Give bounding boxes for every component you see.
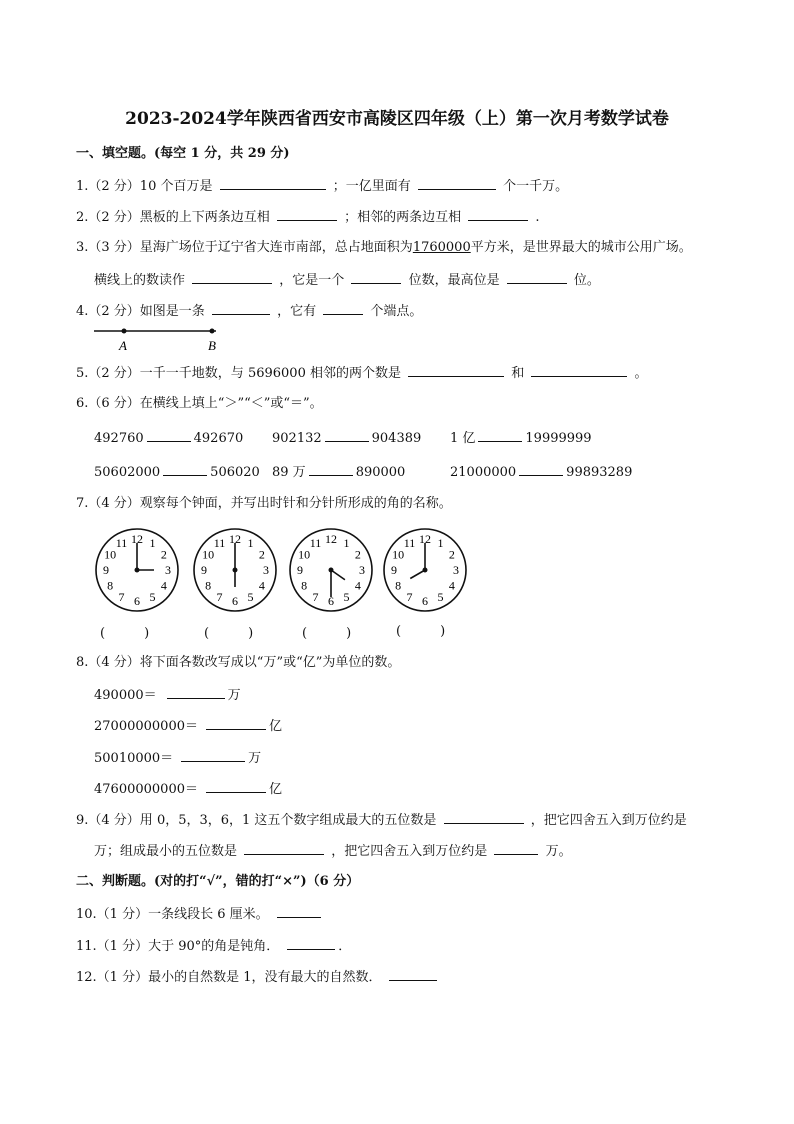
q11-end: ． (338, 939, 352, 954)
q9-text-b: ，把它四舍五入到万位约是 (530, 813, 687, 828)
clock-numeral: 2 (354, 547, 361, 562)
q8-unit: 万 (248, 751, 262, 766)
q6-compare-6 (450, 463, 632, 481)
q1-blank-2[interactable] (418, 177, 496, 190)
q6-left: 1 亿 (450, 431, 476, 446)
clock-answer-2[interactable]: ( ) (204, 626, 254, 641)
q4-end: 个端点。 (370, 304, 423, 319)
question-10 (76, 905, 324, 923)
q8-number: 50010000＝ (94, 751, 174, 766)
question-12 (76, 968, 440, 986)
label-a: A (119, 338, 127, 353)
q2-mid: ；相邻的两条边互相 (344, 210, 462, 225)
q11-blank[interactable] (287, 937, 335, 950)
clock-numeral: 9 (391, 563, 397, 577)
clock-numeral: 4 (448, 578, 455, 593)
q2-end: . (535, 210, 540, 225)
q9-line2-a: 万；组成最小的五位数是 (94, 844, 238, 859)
q6-blank[interactable] (478, 429, 522, 442)
q1-end: 个一千万。 (503, 179, 569, 194)
clock-numeral: 8 (395, 578, 402, 593)
clock-numeral: 3 (263, 563, 269, 577)
clock-numeral: 1 (437, 536, 444, 551)
section-judge-heading: 二、判断题。(对的打“√”，错的打“×”)（6 分） (76, 874, 360, 889)
q10-text: 10.（1 分）一条线段长 6 厘米。 (76, 907, 269, 922)
q6-left: 492760 (94, 431, 144, 446)
clock-numeral: 6 (422, 594, 428, 608)
q11-text: 11.（1 分）大于 90°的角是钝角． (76, 939, 280, 954)
q6-left: 89 万 (272, 465, 306, 480)
ray-figure (92, 321, 232, 355)
q3-line2-c: 位数，最高位是 (408, 273, 500, 288)
q9-line2-b: ，把它四舍五入到万位约是 (331, 844, 488, 859)
q1-blank-1[interactable] (220, 177, 326, 190)
clock-numeral: 2 (160, 547, 167, 562)
question-8: 8.（4 分）将下面各数改写成以“万”或“亿”为单位的数。 (76, 655, 401, 670)
clock-numeral: 11 (115, 536, 128, 551)
q6-left: 902132 (272, 431, 322, 446)
q9-line2-c: 万。 (545, 844, 572, 859)
clock-face-1 (92, 525, 182, 615)
clock-numeral: 7 (118, 589, 125, 604)
question-3-line-1 (76, 240, 692, 256)
clock-numeral: 1 (149, 536, 156, 551)
point-a (122, 329, 127, 334)
q8-unit: 亿 (268, 782, 282, 797)
clock-numeral: 2 (258, 547, 265, 562)
clock-numeral: 1 (343, 536, 350, 551)
clock-center (233, 568, 238, 573)
q1-mid: ；一亿里面有 (332, 179, 411, 194)
q8-number: 27000000000＝ (94, 719, 198, 734)
clock-numeral: 7 (406, 589, 413, 604)
q3-blank-3[interactable] (507, 271, 567, 284)
question-2 (76, 208, 540, 226)
q12-blank[interactable] (389, 968, 437, 981)
clock-numeral: 10 (298, 547, 311, 562)
q6-right: 492670 (193, 431, 244, 446)
q5-mid: 和 (511, 366, 525, 381)
clock-numeral: 4 (160, 578, 167, 593)
section-fill-blank-heading: 一、填空题。(每空 1 分，共 29 分) (76, 146, 290, 161)
clock-numeral: 10 (104, 547, 117, 562)
q8-blank[interactable] (181, 749, 245, 762)
clock-numeral: 11 (403, 536, 416, 551)
clock-face-4 (380, 525, 470, 615)
clock-face-2 (190, 525, 280, 615)
q6-compare-5 (272, 463, 405, 481)
q6-blank[interactable] (163, 463, 207, 476)
clock-face-3 (286, 525, 376, 615)
clock-numeral: 4 (354, 578, 361, 593)
q6-blank[interactable] (519, 463, 563, 476)
clock-answer-3[interactable]: ( ) (302, 626, 352, 641)
q6-blank[interactable] (325, 429, 369, 442)
clock-numeral: 12 (131, 532, 143, 546)
clock-center (423, 568, 428, 573)
q6-right: 904389 (371, 431, 422, 446)
q8-blank[interactable] (206, 780, 266, 793)
q9-text-a: 9.（4 分）用 0，5，3，6，1 这五个数字组成最大的五位数是 (76, 813, 437, 828)
clock-numeral: 5 (343, 589, 350, 604)
clock-answer-1[interactable]: ( ) (100, 626, 150, 641)
q6-compare-3 (450, 429, 592, 447)
question-3-line-2 (94, 271, 600, 289)
clock-numeral: 10 (202, 547, 215, 562)
question-1 (76, 177, 568, 195)
q6-compare-1 (94, 429, 243, 447)
question-9-line-1 (76, 811, 687, 829)
q3-text-b: 平方米，是世界最大的城市公用广场。 (470, 240, 692, 255)
clock-numeral: 9 (201, 563, 207, 577)
q6-right: 19999999 (525, 431, 592, 446)
q2-prefix: 2.（2 分）黑板的上下两条边互相 (76, 210, 270, 225)
clock-numeral: 3 (453, 563, 459, 577)
clock-numeral: 5 (149, 589, 156, 604)
q8-number: 47600000000＝ (94, 782, 198, 797)
q2-blank-2[interactable] (468, 208, 528, 221)
q8-number: 490000＝ (94, 688, 157, 703)
q8-item-4 (94, 780, 282, 798)
q6-compare-4 (94, 463, 260, 481)
q4-prefix: 4.（2 分）如图是一条 (76, 304, 205, 319)
q12-text: 12.（1 分）最小的自然数是 1，没有最大的自然数． (76, 970, 382, 985)
clock-numeral: 10 (392, 547, 405, 562)
q6-blank[interactable] (147, 429, 191, 442)
clock-numeral: 1 (247, 536, 254, 551)
clock-numeral: 7 (312, 589, 319, 604)
page-title: 2023-2024学年陕西省西安市高陵区四年级（上）第一次月考数学试卷 (125, 109, 669, 129)
q2-blank-1[interactable] (277, 208, 337, 221)
q9-blank-3[interactable] (494, 842, 538, 855)
clock-answer-4[interactable]: ( ) (396, 624, 446, 639)
q8-blank[interactable] (206, 717, 266, 730)
clock-numeral: 8 (205, 578, 212, 593)
q8-blank[interactable] (167, 686, 225, 699)
q6-left: 50602000 (94, 465, 161, 480)
q10-blank[interactable] (277, 905, 321, 918)
clock-numeral: 11 (309, 536, 322, 551)
q6-right: 890000 (355, 465, 406, 480)
q3-line2-d: 位。 (573, 273, 600, 288)
q3-line2-b: ，它是一个 (279, 273, 345, 288)
q8-item-1 (94, 686, 241, 704)
clock-center (135, 568, 140, 573)
clocks-row (92, 525, 472, 615)
clock-numeral: 4 (258, 578, 265, 593)
question-9-line-2 (94, 842, 572, 860)
clock-numeral: 12 (229, 532, 241, 546)
q1-prefix: 1.（2 分）10 个百万是 (76, 179, 213, 194)
q8-item-2 (94, 717, 282, 735)
clock-numeral: 8 (301, 578, 308, 593)
question-11 (76, 937, 351, 955)
q9-blank-2[interactable] (244, 842, 324, 855)
clock-numeral: 2 (448, 547, 455, 562)
q6-blank[interactable] (309, 463, 353, 476)
question-4 (76, 302, 422, 320)
clock-numeral: 3 (359, 563, 365, 577)
clock-numeral: 3 (165, 563, 171, 577)
point-b (210, 329, 215, 334)
q4-blank-2[interactable] (323, 302, 363, 315)
clock-numeral: 12 (419, 532, 431, 546)
q8-item-3 (94, 749, 261, 767)
clock-numeral: 6 (232, 594, 238, 608)
q5-prefix: 5.（2 分）一千一千地数，与 5696000 相邻的两个数是 (76, 366, 401, 381)
q3-text-a: 3.（3 分）星海广场位于辽宁省大连市南部，总占地面积为 (76, 240, 413, 255)
clock-numeral: 9 (103, 563, 109, 577)
clock-numeral: 5 (437, 589, 444, 604)
clock-numeral: 7 (216, 589, 223, 604)
clock-numeral: 9 (297, 563, 303, 577)
question-6: 6.（6 分）在横线上填上“＞”“＜”或“＝”。 (76, 396, 323, 411)
clock-numeral: 12 (325, 532, 337, 546)
clock-center (329, 568, 334, 573)
clock-numeral: 11 (213, 536, 226, 551)
clock-numeral: 6 (134, 594, 140, 608)
q4-blank-1[interactable] (212, 302, 270, 315)
question-5 (76, 364, 648, 382)
clock-numeral: 8 (107, 578, 114, 593)
q6-right: 506020 (210, 465, 260, 480)
q3-line2-a: 横线上的数读作 (94, 273, 186, 288)
q3-blank-1[interactable] (192, 271, 272, 284)
clock-numeral: 6 (328, 594, 334, 608)
label-b: B (208, 338, 216, 353)
q6-right: 99893289 (566, 465, 633, 480)
q5-blank-1[interactable] (408, 364, 504, 377)
q6-compare-2 (272, 429, 421, 447)
question-7: 7.（4 分）观察每个钟面，并写出时针和分针所形成的角的名称。 (76, 496, 452, 511)
q3-underlined-number: 1760000 (412, 240, 471, 255)
q4-mid: ，它有 (277, 304, 317, 319)
q3-blank-2[interactable] (351, 271, 401, 284)
q6-left: 21000000 (450, 465, 517, 480)
q5-end: 。 (634, 366, 648, 381)
q8-unit: 亿 (268, 719, 282, 734)
clock-numeral: 5 (247, 589, 254, 604)
q8-unit: 万 (227, 688, 241, 703)
q5-blank-2[interactable] (531, 364, 627, 377)
q9-blank-1[interactable] (444, 811, 524, 824)
